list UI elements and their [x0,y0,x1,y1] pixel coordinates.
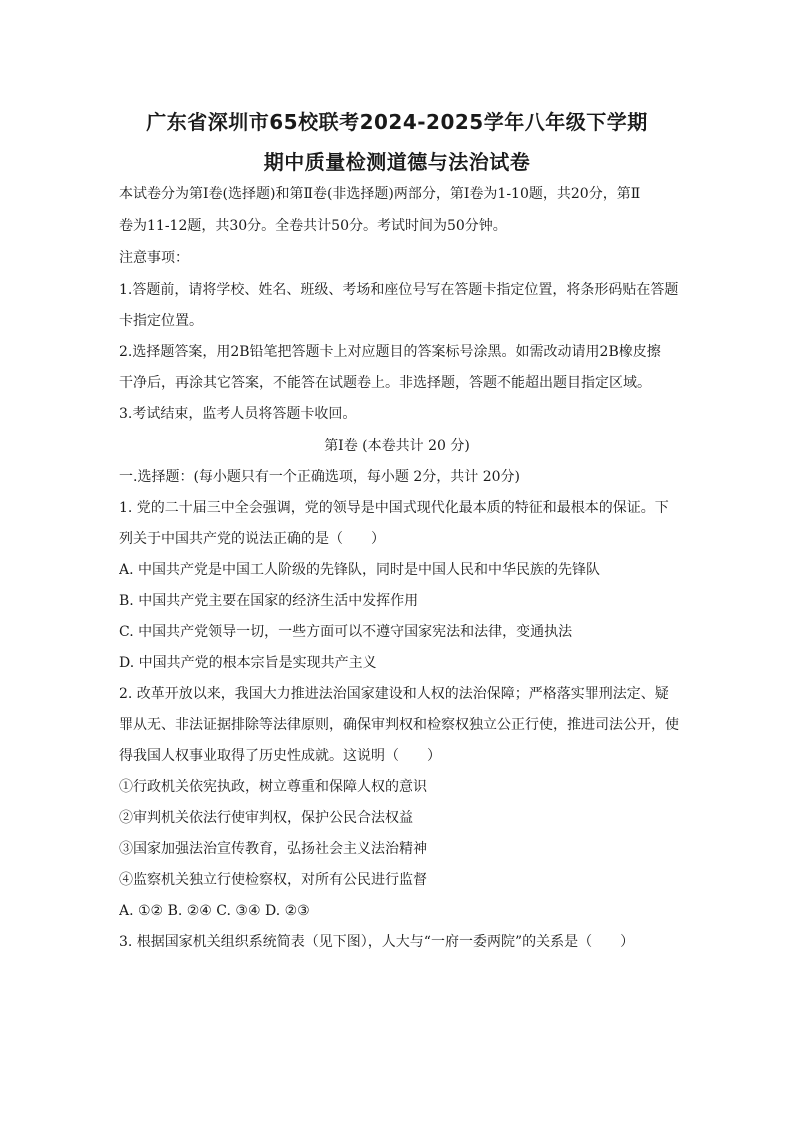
question-3-stem: 3. 根据国家机关组织系统简表（见下图），人大与“一府一委两院”的关系是（ ） [119,934,635,950]
question-2-options: A. ①② B. ②④ C. ③④ D. ②③ [119,903,310,919]
question-2-statement-1: ①行政机关依宪执政，树立尊重和保障人权的意识 [119,779,427,795]
question-2-stem: 2. 改革开放以来，我国大力推进法治国家建设和人权的法治保障；严格落实罪刑法定、疑 [119,686,669,702]
note-item: 卡指定位置。 [119,313,203,329]
question-2-statement-2: ②审判机关依法行使审判权，保护公民合法权益 [119,810,413,826]
question-1-stem: 列关于中国共产党的说法正确的是（ ） [119,531,385,547]
question-1-option-b: B. 中国共产党主要在国家的经济生活中发挥作用 [119,593,419,609]
note-item: 2.选择题答案，用2B铅笔把答题卡上对应题目的答案标号涂黑。如需改动请用2B橡皮擦 [119,344,661,360]
question-2-stem: 得我国人权事业取得了历史性成就。这说明（ ） [119,748,441,764]
question-1-stem: 1. 党的二十届三中全会强调，党的领导是中国式现代化最本质的特征和最根本的保证。下 [119,500,669,516]
question-2-statement-3: ③国家加强法治宣传教育，弘扬社会主义法治精神 [119,841,427,857]
question-1-option-d: D. 中国共产党的根本宗旨是实现共产主义 [119,655,377,671]
exam-title: 广东省深圳市65校联考2024-2025学年八年级下学期 [146,110,648,134]
note-item: 3.考试结束，监考人员将答题卡收回。 [119,406,357,422]
note-item: 干净后，再涂其它答案，不能答在试题卷上。非选择题，答题不能超出题目指定区域。 [119,375,651,391]
question-2-stem: 罪从无、非法证据排除等法律原则，确保审判权和检察权独立公正行使，推进司法公开，使 [119,717,679,733]
question-1-option-c: C. 中国共产党领导一切，一些方面可以不遵守国家宪法和法律，变通执法 [119,624,573,640]
note-item: 1.答题前，请将学校、姓名、班级、考场和座位号写在答题卡指定位置，将条形码贴在答题 [119,282,679,298]
intro-line: 本试卷分为第Ⅰ卷(选择题)和第Ⅱ卷(非选择题)两部分，第Ⅰ卷为1-10题，共20分，第Ⅱ [119,186,641,202]
notes-heading: 注意事项： [119,250,189,266]
section-title: 第Ⅰ卷 (本卷共计 20 分) [324,438,470,454]
question-2-statement-4: ④监察机关独立行使检察权，对所有公民进行监督 [119,872,427,888]
section-instruction: 一.选择题：(每小题只有一个正确选项，每小题 2分，共计 20分) [119,469,520,485]
question-1-option-a: A. 中国共产党是中国工人阶级的先锋队，同时是中国人民和中华民族的先锋队 [119,562,601,578]
intro-line: 卷为11-12题，共30分。全卷共计50分。考试时间为50分钟。 [119,218,507,234]
exam-subtitle: 期中质量检测道德与法治试卷 [263,150,531,174]
